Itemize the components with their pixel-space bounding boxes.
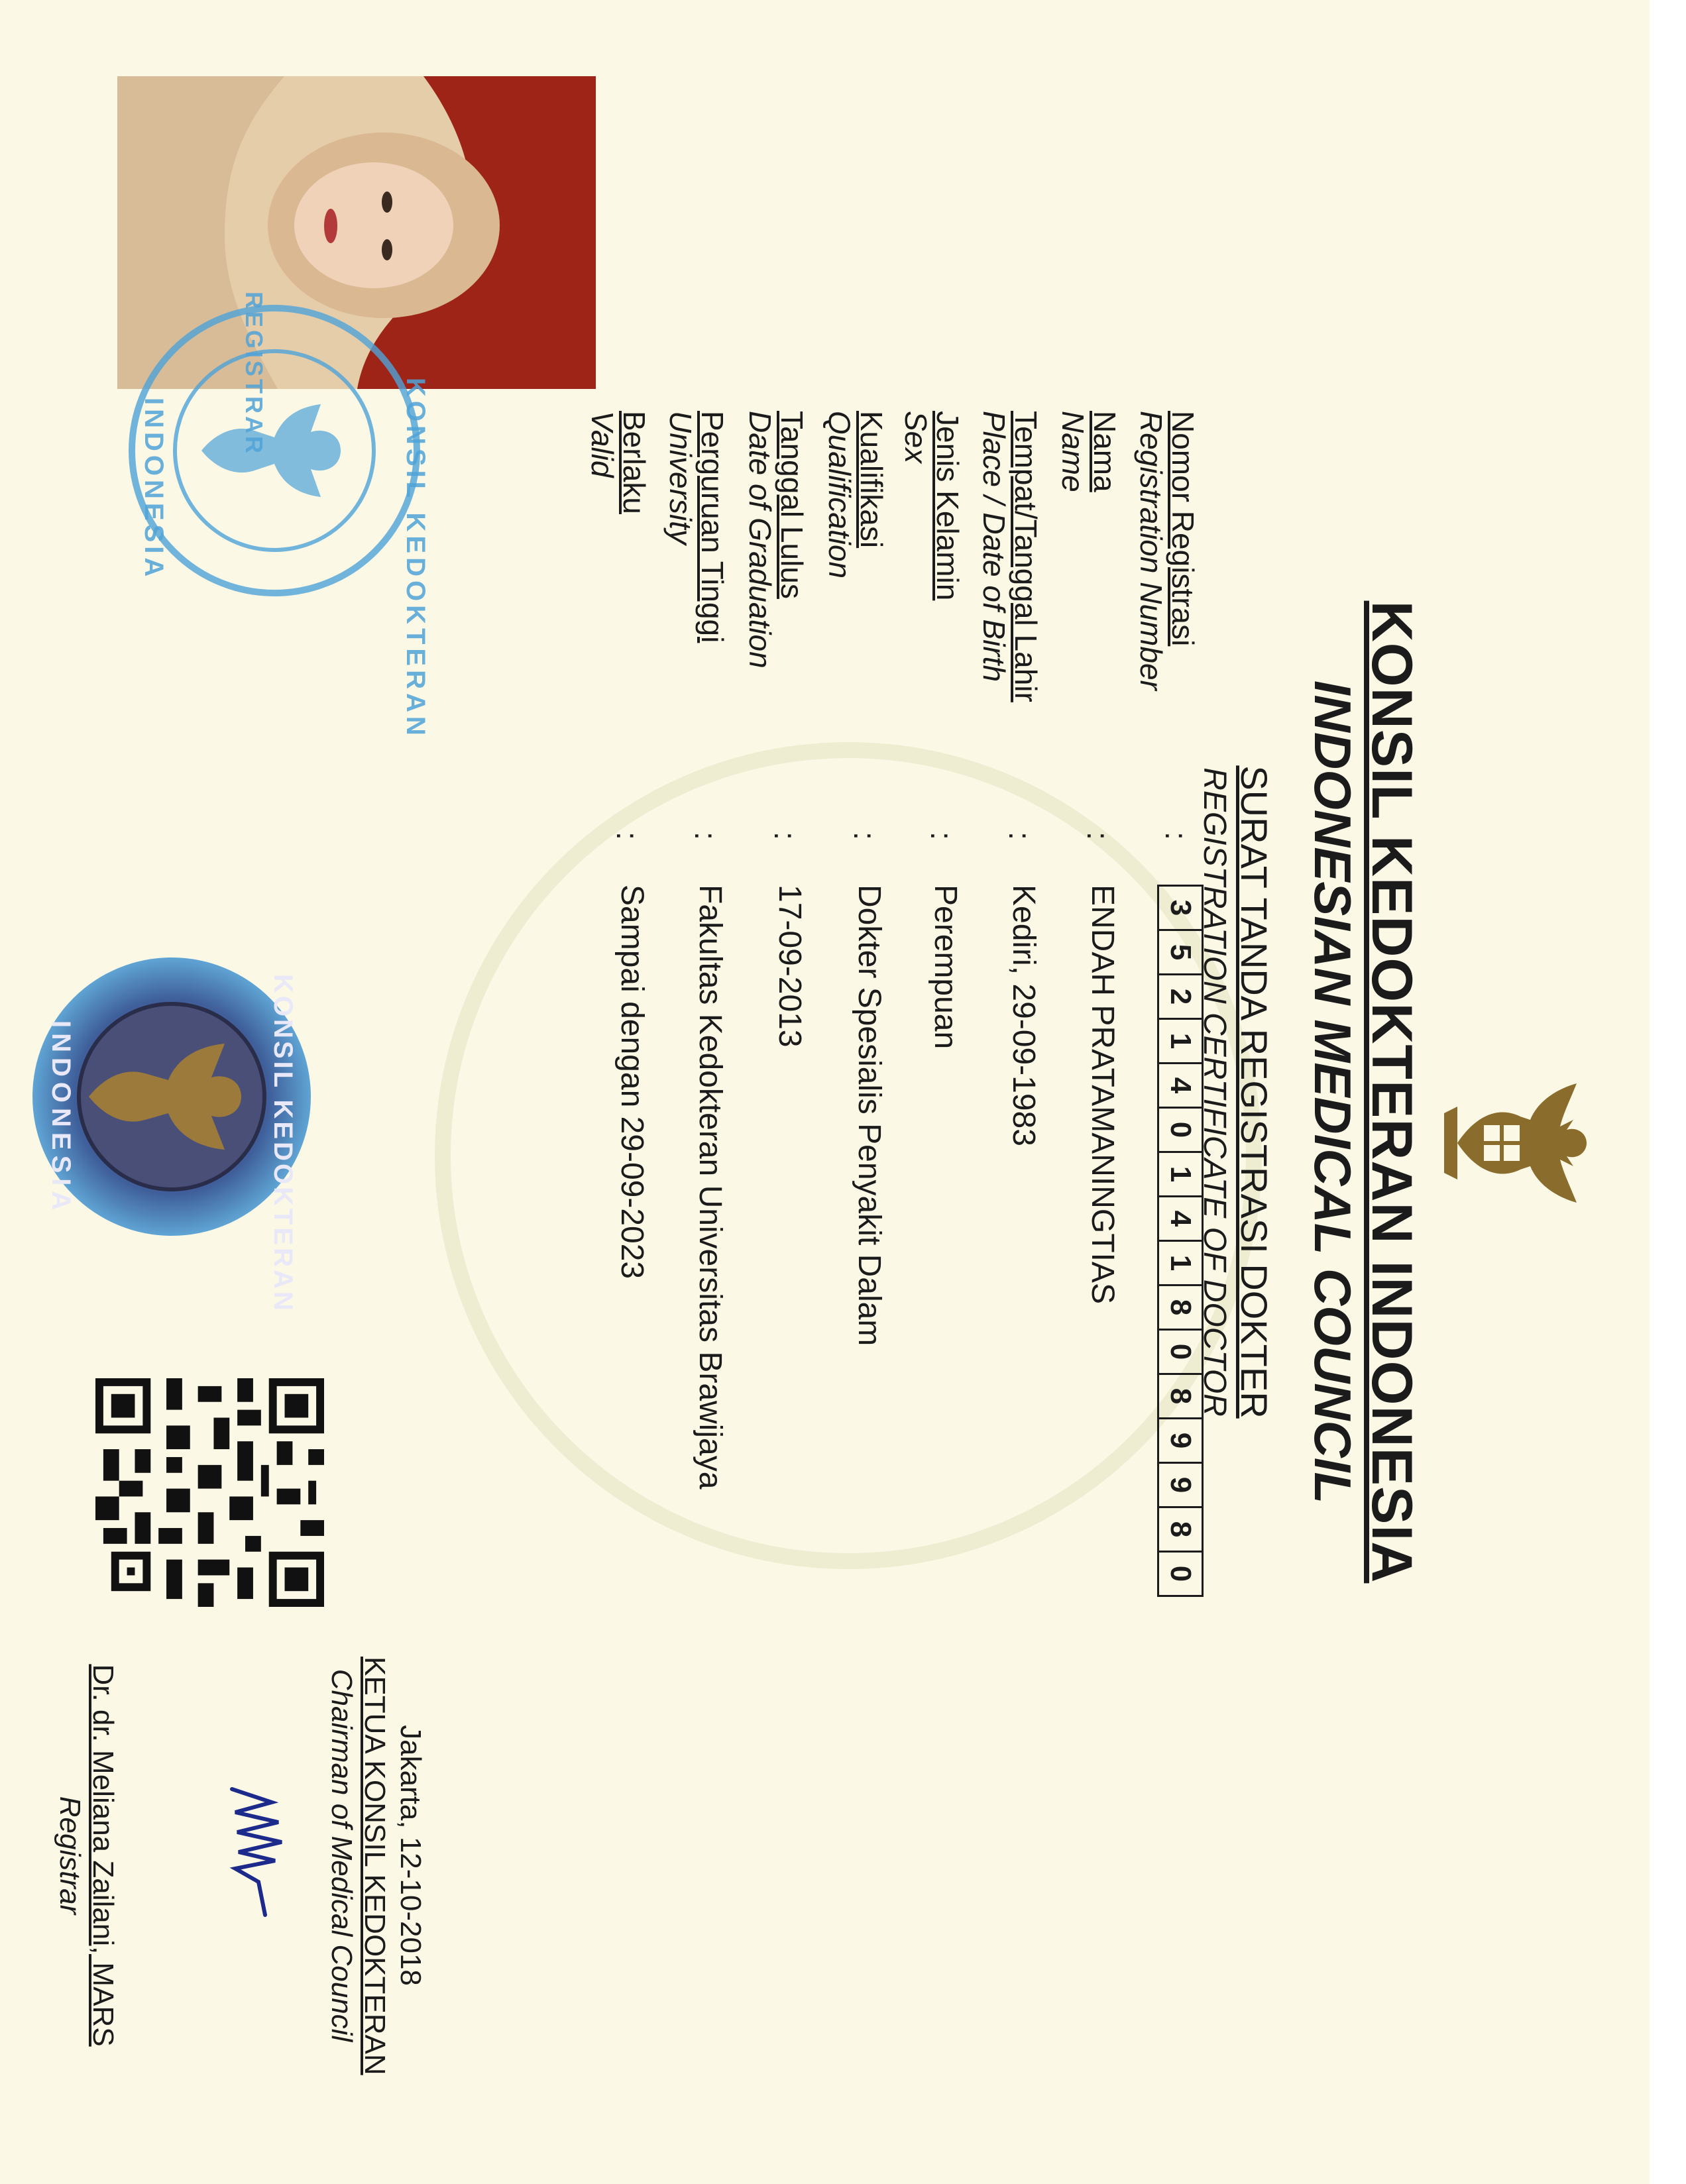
- value-date-graduation: 17-09-2013: [772, 885, 807, 1048]
- value-valid: Sampai dengan 29-09-2023: [614, 885, 649, 1280]
- signature-block: [53, 1657, 427, 2075]
- colon: :: [768, 832, 803, 840]
- hologram-text-bottom: INDONESIA: [46, 1020, 76, 1216]
- value-qualification: Dokter Spesialis Penyakit Dalam: [852, 885, 887, 1346]
- hologram-text-top: KONSIL KEDOKTERAN: [268, 974, 298, 1313]
- stamp-text-bottom: INDONESIA: [139, 398, 168, 581]
- reg-digit: 8: [1159, 1286, 1202, 1331]
- label-sex: Jenis Kelamin Sex: [899, 411, 965, 601]
- colon: :: [1003, 832, 1037, 840]
- signature-place-date: Jakarta, 12-10-2018: [394, 1725, 427, 1986]
- label-date-graduation: Tanggal Lulus Date of Graduation: [743, 411, 809, 669]
- value-sex: Perempuan: [928, 885, 963, 1050]
- reg-digit: 1: [1159, 1020, 1202, 1064]
- title-block: [1196, 0, 1424, 2184]
- handwritten-signature: [219, 1782, 298, 1928]
- reg-digit: 2: [1159, 975, 1202, 1020]
- reg-digit: 0: [1159, 1109, 1202, 1153]
- org-name-id: KONSIL KEDOKTERAN INDONESIA: [1360, 600, 1424, 1584]
- watermark-seal: [435, 742, 1262, 1569]
- reg-digit: 8: [1159, 1375, 1202, 1419]
- colon: :: [848, 832, 882, 840]
- reg-digit: 9: [1159, 1464, 1202, 1508]
- stamp-text-side: REGISTRAR: [241, 292, 268, 457]
- org-name-en: INDONESIAN MEDICAL COUNCIL: [1304, 680, 1362, 1504]
- reg-digit: 4: [1159, 1064, 1202, 1109]
- label-university: Perguruan Tinggi University: [663, 411, 730, 643]
- reg-digit: 3: [1159, 887, 1202, 931]
- colon: :: [925, 832, 959, 840]
- reg-digit: 1: [1159, 1153, 1202, 1197]
- signature-title-id: KETUA KONSIL KEDOKTERAN: [359, 1657, 391, 2075]
- stamp-text-top: KONSIL KEDOKTERAN: [401, 378, 430, 739]
- garuda-emblem: [1434, 1060, 1600, 1226]
- signatory-name: Dr. dr. Meliana Zailani, MARS: [87, 1664, 119, 2047]
- doc-title-en: REGISTRATION CERTIFICATE OF DOCTOR: [1197, 767, 1232, 1417]
- reg-digit: 0: [1164, 1565, 1197, 1582]
- reg-digit: 0: [1159, 1331, 1202, 1375]
- reg-digit: 4: [1159, 1197, 1202, 1242]
- signature-title-en: Chairman of Medical Council: [325, 1668, 358, 2042]
- qr-code: [95, 1378, 324, 1607]
- reg-digit: 5: [1159, 931, 1202, 975]
- value-place-date-birth: Kediri, 29-09-1983: [1006, 885, 1041, 1146]
- label-name: Nama Name: [1056, 411, 1122, 492]
- label-qualification: Kualifikasi Qualification: [822, 411, 889, 579]
- reg-digit: 8: [1159, 1508, 1202, 1553]
- doc-title-id: SURAT TANDA REGISTRASI DOKTER: [1233, 765, 1275, 1419]
- label-place-date-birth: Tempat/Tanggal Lahir Place / Date of Birth: [977, 411, 1043, 702]
- label-valid: Berlaku Valid: [585, 411, 651, 514]
- registration-number-boxes: [1157, 885, 1204, 1597]
- value-name: ENDAH PRATAMANINGTIAS: [1085, 885, 1120, 1304]
- reg-digit: 1: [1159, 1242, 1202, 1286]
- colon: :: [610, 832, 645, 840]
- label-registration-number: Nomor Registrasi Registration Number: [1134, 411, 1200, 690]
- colon: :: [1159, 832, 1194, 840]
- signatory-role: Registrar: [54, 1796, 86, 1915]
- reg-digit: 9: [1159, 1419, 1202, 1464]
- colon: :: [689, 832, 723, 840]
- colon: :: [1081, 832, 1115, 840]
- value-university: Fakultas Kedokteran Universitas Brawijaya: [693, 885, 728, 1490]
